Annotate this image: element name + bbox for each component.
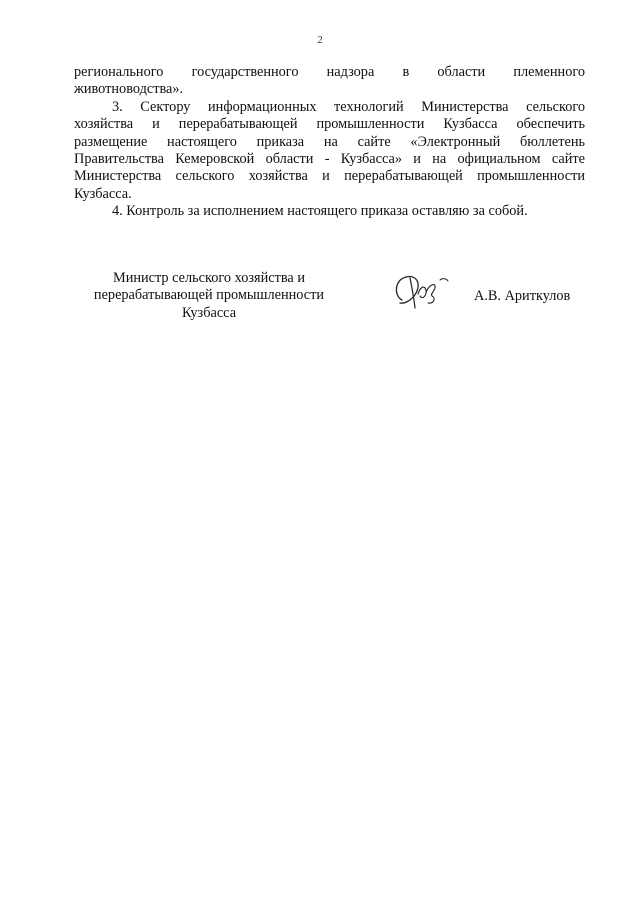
position-line: Кузбасса <box>181 304 237 321</box>
signatory-position <box>74 270 344 322</box>
handwritten-signature <box>388 270 458 312</box>
paragraph-3 <box>74 99 585 203</box>
signature-block <box>74 270 585 330</box>
text-line: 4. Контроль за исполнением настоящего приказа оставляю за собой. <box>112 203 528 220</box>
text-line: Правительства Кемеровской области - Кузбасса» и на официальном сайте <box>74 151 585 168</box>
paragraph-4 <box>74 203 585 220</box>
document-body <box>74 64 585 221</box>
text-line: животноводства». <box>74 81 184 98</box>
text-line: 3. Сектору информационных технологий Министерства сельского <box>112 98 585 115</box>
text-line: хозяйства и перерабатывающей промышленности Кузбасса обеспечить <box>74 116 585 133</box>
text-line: регионального государственного надзора в области племенного <box>74 64 585 80</box>
text-line: Министерства сельского хозяйства и перерабатывающей промышленности <box>74 168 585 185</box>
position-line: Министр сельского хозяйства и <box>113 270 305 286</box>
signatory-name: А.В. Ариткулов <box>474 288 571 304</box>
position-line: перерабатывающей промышленности <box>93 287 325 304</box>
page-number: 2 <box>317 34 323 46</box>
text-line: размещение настоящего приказа на сайте «Электронный бюллетень <box>74 133 585 150</box>
paragraph-2-continuation <box>74 64 585 99</box>
text-line: Кузбасса. <box>74 185 132 202</box>
